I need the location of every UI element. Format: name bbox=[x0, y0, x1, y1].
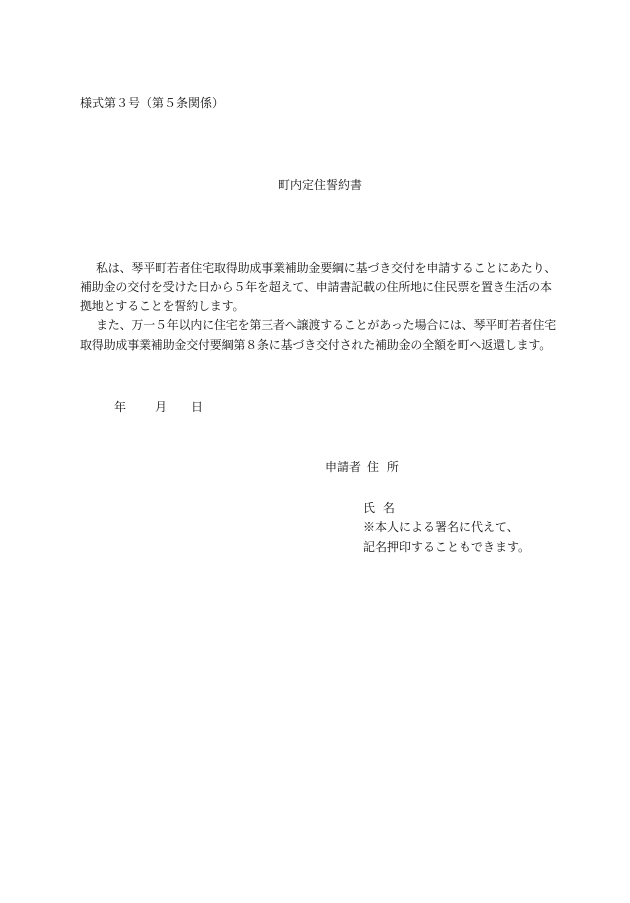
form-number: 様式第３号（第５条関係） bbox=[80, 96, 225, 110]
date-day-label: 日 bbox=[191, 400, 204, 414]
body-line: 私は、琴平町若者住宅取得助成事業補助金要綱に基づき交付を申請することにあたり、 bbox=[96, 261, 557, 275]
date-year-label: 年 bbox=[114, 400, 127, 414]
signature-note-line: 記名押印することもできます。 bbox=[363, 540, 531, 554]
address-label: 住 所 bbox=[367, 460, 401, 474]
body-line: 取得助成事業補助金交付要綱第８条に基づき交付された補助金の全額を町へ返還します。 bbox=[80, 338, 552, 352]
body-line: 拠地とすることを誓約します。 bbox=[80, 299, 245, 313]
body-line: 補助金の交付を受けた日から５年を超えて、申請書記載の住所地に住民票を置き生活の本 bbox=[80, 280, 552, 294]
body-line: また、万一５年以内に住宅を第三者へ譲渡することがあった場合には、琴平町若者住宅 bbox=[96, 318, 557, 332]
name-label: 氏 名 bbox=[363, 501, 397, 515]
applicant-label: 申請者 bbox=[325, 460, 362, 474]
date-month-label: 月 bbox=[155, 400, 168, 414]
signature-note-line: ※本人による署名に代えて、 bbox=[363, 520, 519, 534]
document-title: 町内定住誓約書 bbox=[278, 178, 363, 192]
